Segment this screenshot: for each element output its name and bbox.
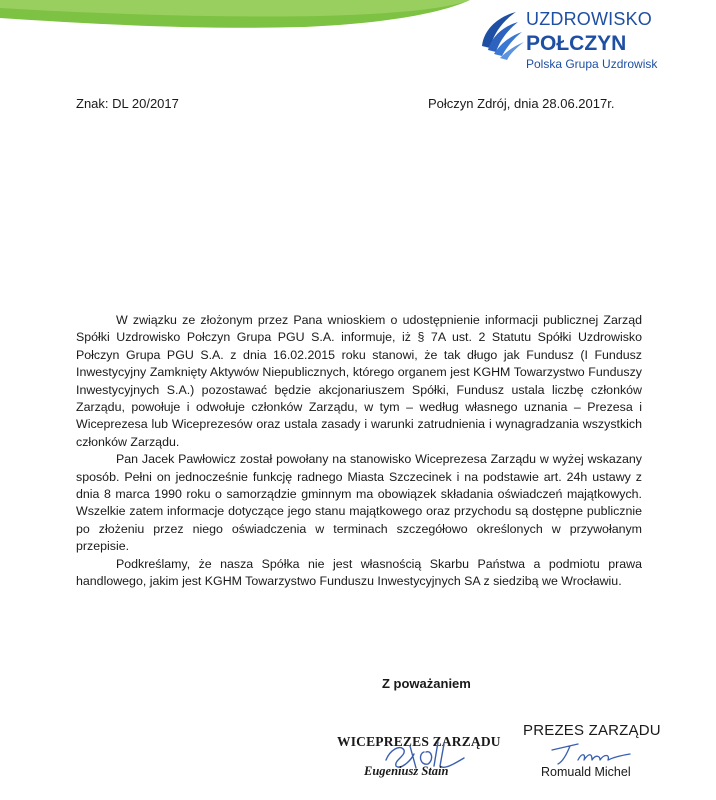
place-and-date: Połczyn Zdrój, dnia 28.06.2017r. — [428, 96, 615, 111]
logo-name-line2: POŁCZYN — [526, 32, 627, 55]
president-name: Romuald Michel — [541, 765, 631, 779]
vice-president-title: WICEPREZES ZARZĄDU — [337, 734, 501, 749]
logo-name-line1: UZDROWISKO — [526, 9, 652, 29]
president-signature — [548, 738, 638, 768]
paragraph-3: Podkreślamy, że nasza Spółka nie jest własnością Skarbu Państwa a podmiotu prawa handlowego, jakim jest KGHM Towarzystwo Funduszu Inwestycyjnych SA z siedzibą we Wrocławiu. — [76, 556, 642, 589]
logo-subtitle: Polska Grupa Uzdrowisk — [526, 57, 658, 71]
company-logo — [470, 6, 710, 86]
president-title: PREZES ZARZĄDU — [523, 722, 661, 739]
paragraph-1: W związku ze złożonym przez Pana wnioskiem o udostępnienie informacji publicznej Zarząd Spółki Uzdrowisko Połczyn Grupa PGU S.A. informuje, iż § 7A ust. 2 Statutu Spółki Uzdrowisko Połczyn Grupa PGU S.A. z dnia 16.02.2015 roku stanowi, że tak długo jak Fundusz (I Fundusz Inwestycyjny Zamknięty Aktywów Niepublicznych, którego organem jest KGHM Towarzystwo Funduszy Inwestycyjnych S.A.) pozostawać będzie akcjonariuszem Spółki, Fundusz ustala liczbę członków Zarządu, powołuje i odwołuje członków Zarządu, w tym – według własnego uznania – Prezesa i Wiceprezesa lub Wiceprezesów oraz ustala zasady i warunki zatrudnienia i wynagradzania wszystkich członków Zarządu. — [76, 313, 642, 449]
closing-regards: Z poważaniem — [382, 676, 471, 691]
vice-president-name: Eugeniusz Stain — [364, 764, 449, 778]
paragraph-2: Pan Jacek Pawłowicz został powołany na stanowisko Wiceprezesa Zarządu w wyżej wskazany sposób. Pełni on jednocześnie funkcję radnego Miasta Szczecinek i na podstawie art. 24h ustawy z dnia 8 marca 1990 roku o samorządzie gminnym ma obowiązek składania oświadczeń majątkowych. Wszelkie zatem informacje dotyczące jego stanu majątkowego oraz przychodu są dostępne publicznie po złożeniu przez niego oświadczenia w terminach szczegółowo określonych w przywołanym przepisie. — [76, 452, 642, 554]
reference-number: Znak: DL 20/2017 — [76, 96, 179, 111]
header-green-swoosh — [0, 0, 470, 30]
letter-body — [76, 312, 642, 591]
